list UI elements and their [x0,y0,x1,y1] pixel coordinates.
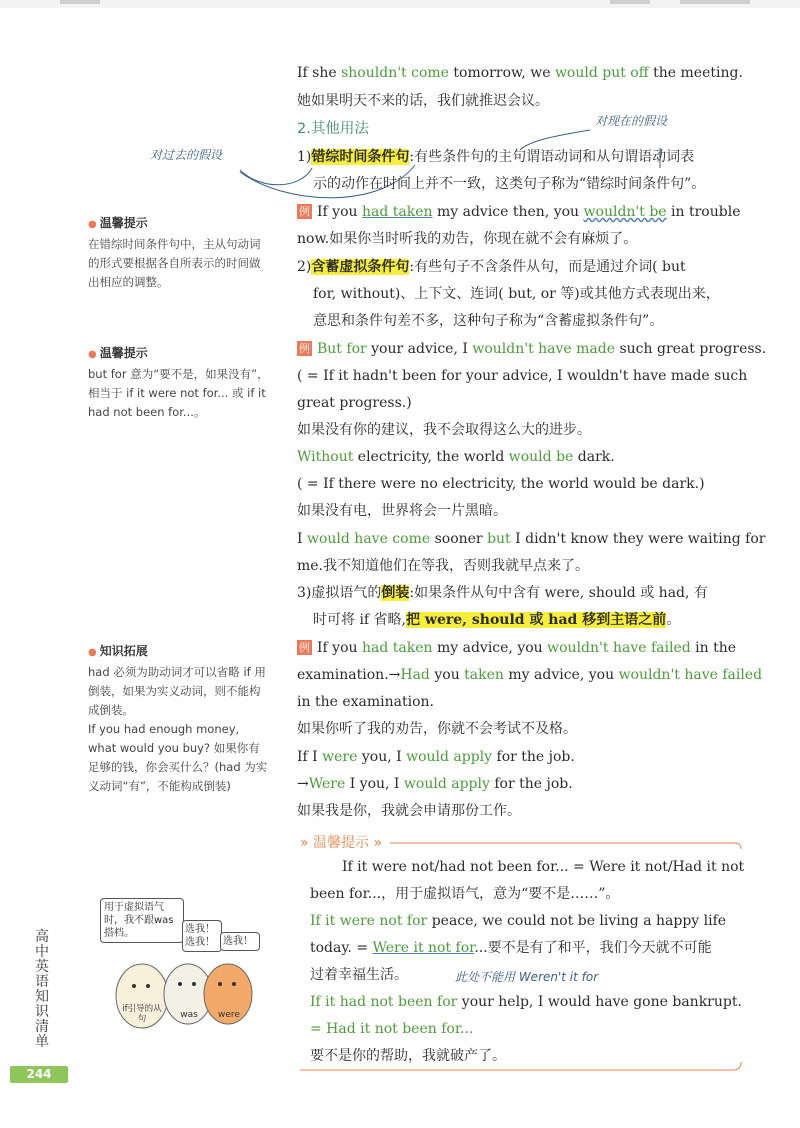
double-arrow-icon: » [373,835,383,851]
handnote-past: 对过去的假设 [150,148,223,162]
speech-bubble: 选我！ [220,932,260,951]
rule-line: 3)虚拟语气的倒装:如果条件从句中含有 were, should 或 had, 有 [297,585,708,601]
tip-line: 过着幸福生活。 [310,967,408,983]
page-number: 244 [10,1066,68,1083]
sidebar-text: 在错综时间条件句中，主从句动词的形式要根据各自所表示的时间做出相应的调整。 [88,237,261,289]
handnote-present: 对现在的假设 [595,114,668,128]
rule-line: 时可将 if 省略,把 were, should 或 had 移到主语之前。 [313,612,681,628]
example-line: If she shouldn't come tomorrow, we would put off the meeting. [297,65,743,81]
tip-box [300,834,745,1072]
sidebar-text: had 必须为助动词才可以省略 if 用倒装，如果为实义动词，则不能构成倒装。 [88,665,266,717]
example-line: in the examination. [297,694,434,710]
rule-line: 1)错综时间条件句:有些条件句的主句谓语动词和从句谓语动词表 [297,149,695,165]
rule-line: 意思和条件句差不多，这种句子称为“含蓄虚拟条件句”。 [313,313,664,329]
tip-line: today. = Were it not for...要不是有了和平，我们今天就不可能 [310,940,712,956]
translation-line: 如果没有你的建议，我不会取得这么大的进步。 [297,422,591,438]
example-badge: 例 [299,641,310,654]
translation-line: 如果没有电，世界将会一片黑暗。 [297,503,507,519]
example-badge: 例 [299,342,310,355]
speech-bubble: 用于虚拟语气时，我不跟was搭档。 [100,898,184,943]
bullet-icon: ● [88,219,97,230]
sidebar-tip-3: ● 知识拓展 had 必须为助动词才可以省略 if 用倒装，如果为实义动词，则不能构成倒装。 If you had enough money, what would you buy? 如果你有足够的钱，你会买什么？(had 为实义动词“有”，不能构成倒装) [88,642,270,796]
sidebar-text: but for 意为“要不是，如果没有”，相当于 if it were not for... 或 if it had not been for...。 [88,367,269,419]
tip-line: If it were not for peace, we could not be living a happy life [310,913,727,929]
example-line: 例 If you had taken my advice, you wouldn't have failed in the [299,640,737,656]
translation-line: 如果我是你，我就会申请那份工作。 [297,803,521,819]
example-line: 例 But for your advice, I wouldn't have made such great progress. [299,341,767,357]
tip-line: been for...，用于虚拟语气，意为“要不是……”。 [310,886,620,902]
example-line: now.如果你当时听我的劝告，你现在就不会有麻烦了。 [297,231,638,247]
example-line: →Were I you, I would apply for the job. [297,776,573,792]
example-line: If I were you, I would apply for the job. [297,749,575,765]
example-line: examination.→Had you taken my advice, you wouldn't have failed [297,667,763,683]
egg-label: if引导的从句 [122,1004,162,1024]
example-line: ( = If it hadn't been for your advice, I wouldn't have made such [297,368,748,384]
example-line: ( = If there were no electricity, the world would be dark.) [297,476,705,492]
sidebar-text: If you had enough money, what would you buy? 如果你有足够的钱，你会买什么？(had 为实义动词“有”，不能构成倒装) [88,722,268,793]
example-line: great progress.) [297,395,412,411]
example-line: Without electricity, the world would be dark. [297,449,615,465]
sidebar-tip-2: ● 温馨提示 but for 意为“要不是，如果没有”，相当于 if it were not for... 或 if it had not been for...。 [88,344,270,422]
example-badge: 例 [299,205,310,218]
egg-label: were [218,1010,240,1020]
rule-line: 2)含蓄虚拟条件句:有些句子不含条件从句，而是通过介词( but [297,259,686,275]
tip-line: = Had it not been for... [310,1021,474,1037]
example-line: 例 If you had taken my advice then, you wouldn't be in trouble [299,204,741,220]
translation-line: 如果你听了我的劝告，你就不会考试不及格。 [297,721,577,737]
sidebar-tip-1: ● 温馨提示 在错综时间条件句中，主从句动词的形式要根据各自所表示的时间做出相应的调整。 [88,214,270,292]
translation-line: 她如果明天不来的话，我们就推迟会议。 [297,93,549,109]
handnote-cannot: 此处不能用 Weren't it for [455,970,599,984]
section-heading: 2.其他用法 [297,121,369,137]
bullet-icon: ● [88,647,97,658]
tip-line: 要不是你的帮助，我就破产了。 [310,1048,506,1064]
rule-line: for, without)、上下文、连词( but, or 等)或其他方式表现出来， [313,286,720,302]
vertical-book-title: 高中英语知识清单 [35,929,49,1050]
example-line: I would have come sooner but I didn't know they were waiting for [297,531,766,547]
example-line: me.我不知道他们在等我，否则我就早点来了。 [297,558,590,574]
egg-label: was [180,1010,198,1020]
rule-line: 示的动作在时间上并不一致，这类句子称为“错综时间条件句”。 [313,176,706,192]
tip-line: If it were not/had not been for... = Were it not/Had it not [342,859,745,875]
double-arrow-icon: » [300,835,309,851]
tipbox-title: » 温馨提示 » [300,835,383,851]
tip-line: If it had not been for your help, I would have gone bankrupt. [310,994,742,1010]
speech-bubble: 选我！选我！ [182,920,222,952]
bullet-icon: ● [88,349,97,360]
